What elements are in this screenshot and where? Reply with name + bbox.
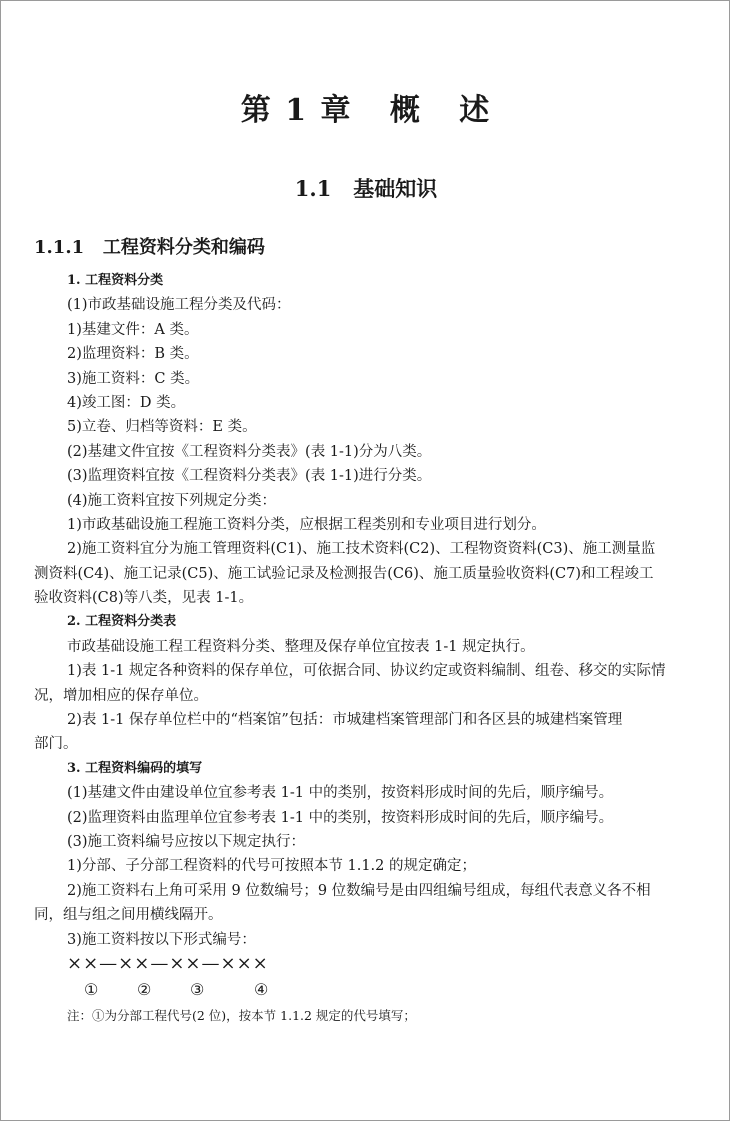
paragraph-line: 5)立卷、归档等资料：E 类。 bbox=[67, 419, 257, 436]
paragraph-line: 测资料(C4)、施工记录(C5)、施工试验记录及检测报告(C6)、施工质量验收资料(C7)和工程竣工 bbox=[34, 565, 654, 582]
footnote: 注：①为分部工程代号(2 位)，按本节 1.1.2 规定的代号填写； bbox=[67, 1008, 416, 1024]
paragraph-line: (3)施工资料编号应按以下规定执行： bbox=[67, 833, 306, 850]
paragraph-line: 2)表 1-1 保存单位栏中的“档案馆”包括：市城建档案管理部门和各区县的城建档案管理 bbox=[67, 712, 623, 729]
paragraph-line: (1)市政基础设施工程分类及代码： bbox=[67, 297, 291, 314]
code-numbers bbox=[34, 976, 699, 1004]
code-number-2: ② bbox=[137, 980, 152, 1000]
paragraph-line: (2)监理资料由监理单位宜参考表 1-1 中的类别，按资料形成时间的先后，顺序编号。 bbox=[67, 809, 614, 826]
paragraph-line: 4)竣工图：D 类。 bbox=[67, 394, 186, 411]
paragraph-line: (2)基建文件宜按《工程资料分类表》(表 1-1)分为八类。 bbox=[67, 443, 432, 460]
section-title: 1.1 基础知识 bbox=[294, 176, 438, 201]
paragraph-line: 1)分部、子分部工程资料的代号可按照本节 1.1.2 的规定确定； bbox=[67, 858, 476, 875]
chapter-title: 第 1 章 概 述 bbox=[240, 93, 492, 128]
heading-coding: 3. 工程资料编码的填写 bbox=[67, 760, 203, 776]
paragraph-line: 市政基础设施工程工程资料分类、整理及保存单位宜按表 1-1 规定执行。 bbox=[67, 638, 535, 655]
paragraph-line: 2)监理资料：B 类。 bbox=[67, 346, 199, 363]
paragraph-line: 2)施工资料宜分为施工管理资料(C1)、施工技术资料(C2)、工程物资资料(C3)、施工测量监 bbox=[67, 541, 656, 558]
code-number-1: ① bbox=[84, 980, 99, 1000]
heading-classification-table: 2. 工程资料分类表 bbox=[67, 614, 177, 630]
paragraph-line: (1)基建文件由建设单位宜参考表 1-1 中的类别，按资料形成时间的先后，顺序编号。 bbox=[67, 785, 614, 802]
code-format: ××—××—××—××× bbox=[67, 952, 269, 974]
paragraph-line: 1)基建文件：A 类。 bbox=[67, 321, 199, 338]
heading-classification: 1. 工程资料分类 bbox=[67, 273, 164, 288]
paragraph-line: 部门。 bbox=[34, 736, 78, 753]
paragraph-line: 1)表 1-1 规定各种资料的保存单位，可依据合同、协议约定或资料编制、组卷、移交的实际情 bbox=[67, 663, 666, 680]
paragraph-line: 1)市政基础设施工程施工资料分类，应根据工程类别和专业项目进行划分。 bbox=[67, 516, 546, 533]
paragraph-line: (3)监理资料宜按《工程资料分类表》(表 1-1)进行分类。 bbox=[67, 468, 432, 485]
subsection-title: 1.1.1 工程资料分类和编码 bbox=[34, 237, 265, 258]
paragraph-line: 2)施工资料右上角可采用 9 位数编号；9 位数编号是由四组编号组成，每组代表意义各不相 bbox=[67, 882, 651, 899]
document-body bbox=[34, 269, 699, 1029]
paragraph-line: 况，增加相应的保存单位。 bbox=[34, 687, 208, 704]
paragraph-line: 验收资料(C8)等八类，见表 1-1。 bbox=[34, 590, 254, 607]
paragraph-line: (4)施工资料宜按下列规定分类： bbox=[67, 492, 277, 509]
code-number-3: ③ bbox=[190, 980, 205, 1000]
paragraph-line: 3)施工资料：C 类。 bbox=[67, 370, 200, 387]
paragraph-line: 3)施工资料按以下形式编号： bbox=[67, 931, 256, 948]
paragraph-line: 同，组与组之间用横线隔开。 bbox=[34, 907, 223, 924]
code-number-4: ④ bbox=[254, 980, 269, 1000]
